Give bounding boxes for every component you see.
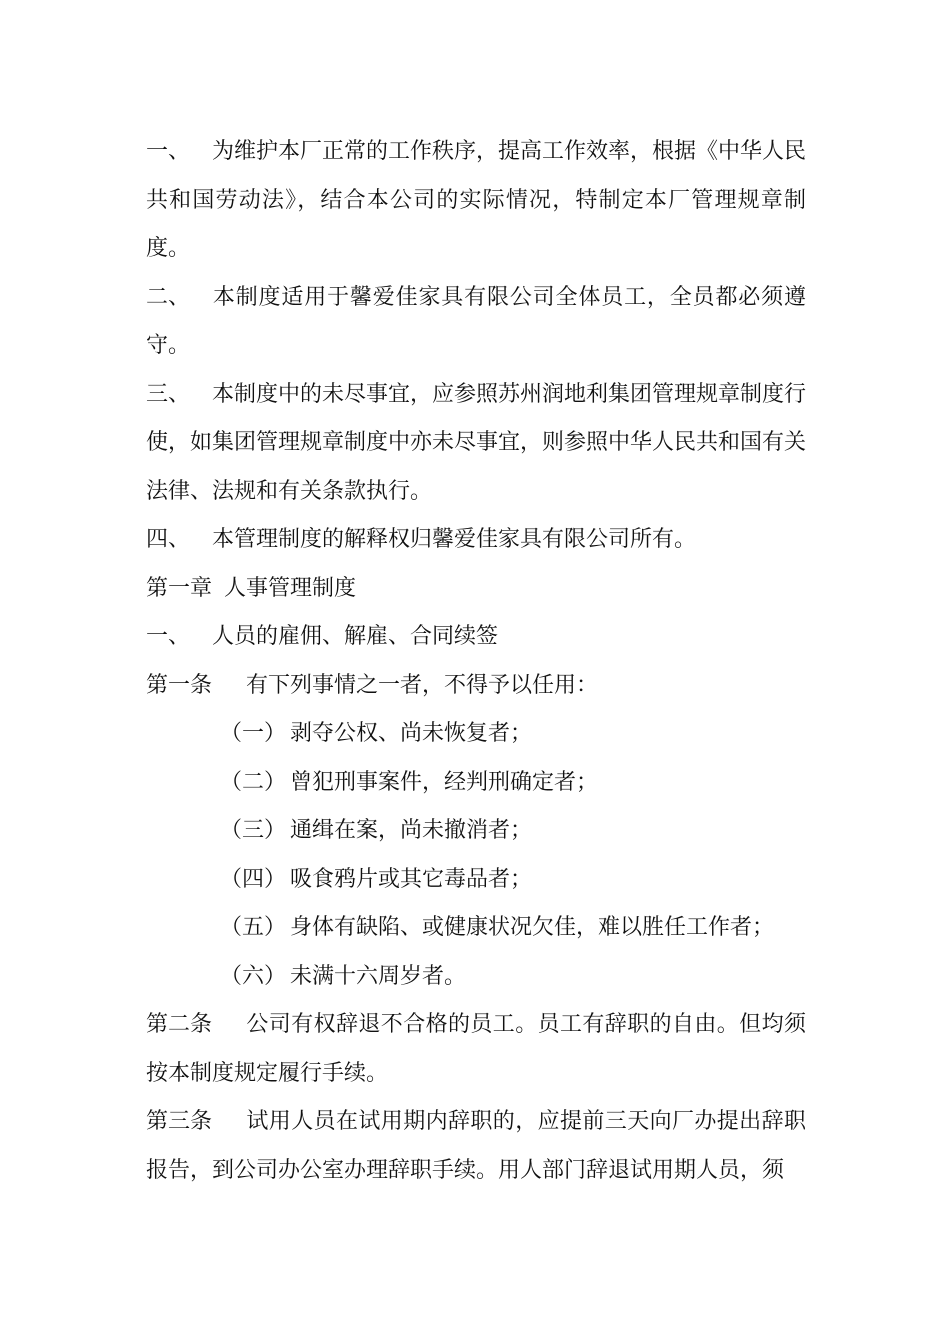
item-text: 通缉在案，尚未撤消者； xyxy=(290,818,533,843)
item-text: 曾犯刑事案件，经判刑确定者； xyxy=(290,769,599,795)
article-1 xyxy=(146,662,806,711)
article-number: 第三条 xyxy=(146,1109,213,1134)
article-number: 第一条 xyxy=(146,672,213,698)
item-number: （四） xyxy=(220,866,287,892)
general-clause-3 xyxy=(146,371,806,517)
clause-number: 一、 xyxy=(146,139,191,164)
clause-text: 本管理制度的解释权归馨爱佳家具有限公司所有。 xyxy=(212,527,697,552)
item-number: （五） xyxy=(220,915,287,940)
list-item xyxy=(146,953,806,1002)
section-heading xyxy=(146,613,806,662)
clause-text: 本制度适用于馨爱佳家具有限公司全体员工，全员都必须遵守。 xyxy=(146,284,806,358)
chapter-number: 第一章 xyxy=(146,575,213,601)
item-number: （六） xyxy=(220,963,287,989)
general-clause-2 xyxy=(146,274,806,371)
clause-number: 四、 xyxy=(146,527,191,552)
article-text: 公司有权辞退不合格的员工。员工有辞职的自由。但均须按本制度规定履行手续。 xyxy=(146,1012,806,1086)
section-title: 人员的雇佣、解雇、合同续签 xyxy=(212,624,499,649)
item-text: 身体有缺陷、或健康状况欠佳，难以胜任工作者； xyxy=(290,915,775,940)
list-item xyxy=(146,904,806,953)
item-number: （三） xyxy=(220,818,287,843)
article-2 xyxy=(146,1001,806,1098)
clause-number: 二、 xyxy=(146,284,191,310)
item-text: 剥夺公权、尚未恢复者； xyxy=(290,721,533,746)
item-number: （二） xyxy=(220,769,287,795)
article-number: 第二条 xyxy=(146,1012,213,1037)
list-item xyxy=(146,759,806,808)
article-3 xyxy=(146,1098,806,1195)
chapter-heading xyxy=(146,565,806,614)
list-item xyxy=(146,856,806,905)
article-text: 试用人员在试用期内辞职的，应提前三天向厂办提出辞职报告，到公司办公室办理辞职手续。用人部门辞退试用期人员，须 xyxy=(146,1109,806,1183)
article-text: 有下列事情之一者，不得予以任用： xyxy=(246,672,599,698)
chapter-title: 人事管理制度 xyxy=(224,575,357,601)
item-text: 未满十六周岁者。 xyxy=(290,963,467,989)
general-clause-1 xyxy=(146,128,806,274)
list-item xyxy=(146,807,806,856)
clause-number: 三、 xyxy=(146,381,191,407)
item-text: 吸食鸦片或其它毒品者； xyxy=(290,866,533,892)
general-clause-4 xyxy=(146,516,806,565)
clause-text: 本制度中的未尽事宜，应参照苏州润地利集团管理规章制度行使，如集团管理规章制度中亦未尽事宜，则参照中华人民共和国有关法律、法规和有关条款执行。 xyxy=(146,381,807,504)
section-number: 一、 xyxy=(146,624,191,649)
document-body xyxy=(146,128,806,1195)
clause-text: 为维护本厂正常的工作秩序，提高工作效率，根据《中华人民共和国劳动法》，结合本公司的实际情况，特制定本厂管理规章制度。 xyxy=(146,139,807,261)
item-number: （一） xyxy=(220,721,287,746)
list-item xyxy=(146,710,806,759)
